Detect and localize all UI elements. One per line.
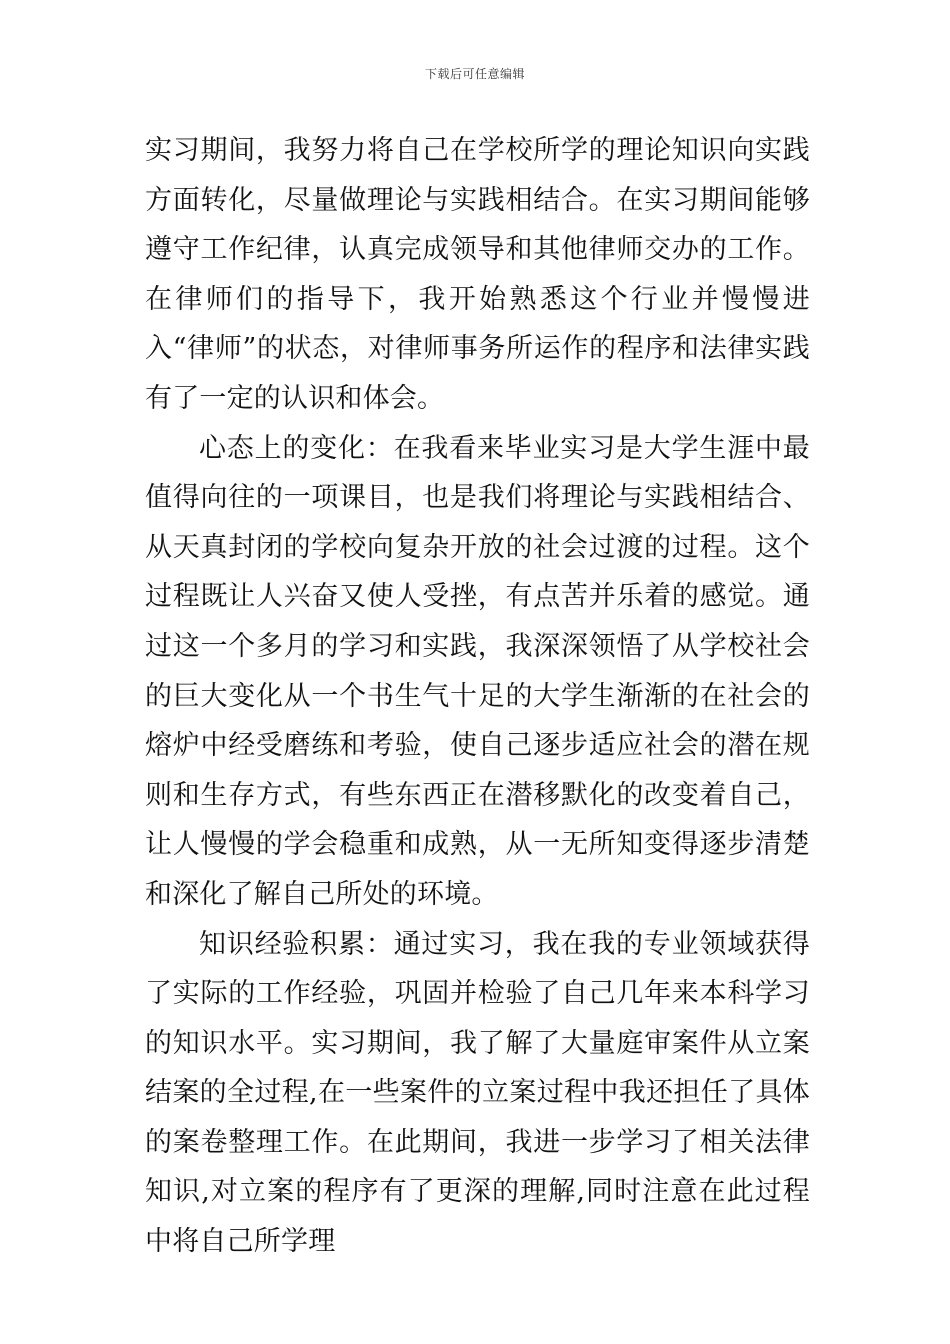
paragraph-mindset-change: 心态上的变化：在我看来毕业实习是大学生涯中最值得向往的一项课目，也是我们将理论与实践相结合、从天真封闭的学校向复杂开放的社会过渡的过程。这个过程既让人兴奋又使人受挫，有点苦并乐着的感觉。通过这一个多月的学习和实践，我深深领悟了从学校社会的巨大变化从一个书生气十足的大学生渐渐的在社会的熔炉中经受磨练和考验，使自己逐步适应社会的潜在规则和生存方式，有些东西正在潜移默化的改变着自己，让人慢慢的学会稳重和成熟，从一无所知变得逐步清楚和深化了解自己所处的环境。 [145, 432, 810, 910]
paragraph-internship-summary: 实习期间，我努力将自己在学校所学的理论知识向实践方面转化，尽量做理论与实践相结合。在实习期间能够遵守工作纪律，认真完成领导和其他律师交办的工作。在律师们的指导下，我开始熟悉这个行业并慢慢进入“律师”的状态，对律师事务所运作的程序和法律实践有了一定的认识和体会。 [145, 135, 810, 414]
document-body [145, 126, 810, 1267]
paragraph-knowledge-experience: 知识经验积累：通过实习，我在我的专业领域获得了实际的工作经验，巩固并检验了自己几年来本科学习的知识水平。实习期间，我了解了大量庭审案件从立案结案的全过程,在一些案件的立案过程中我还担任了具体的案卷整理工作。在此期间，我进一步学习了相关法律知识,对立案的程序有了更深的理解,同时注意在此过程中将自己所学理 [145, 928, 810, 1258]
header-note: 下载后可任意编辑 [424, 67, 525, 81]
